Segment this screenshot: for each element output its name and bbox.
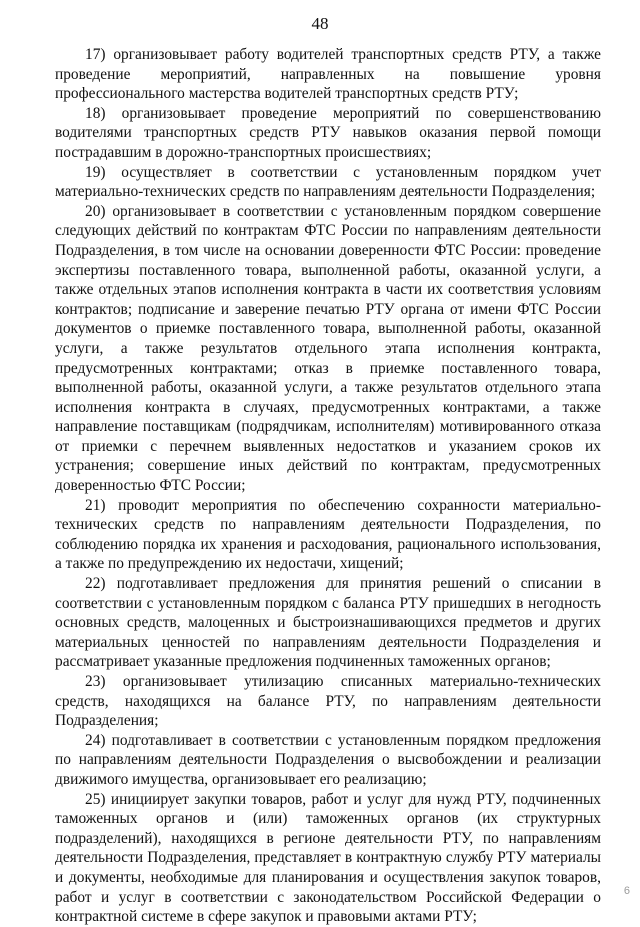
corner-mark: 6 [623, 885, 630, 897]
paragraph-item-17: 17) организовывает работу водителей транспортных средств РТУ, а также проведение мероприятий, направленных на повышение уровня профессионального мастерства водителей транспортных средств РТУ; [55, 46, 601, 103]
paragraph-item-20: 20) организовывает в соответствии с установленным порядком совершение следующих действий по контрактам ФТС России по направлениям деятельности Подразделения, в том числе на основании доверенности ФТС России: проведение экспертизы поставленного товара, выполненной работы, оказанной услуги, а также отдельных этапов исполнения контракта в части их соответствия условиям контрактов; подписание и заверение печатью РТУ органа от имени ФТС России документов о приемке поставленного товара, выполненной работы, оказанной услуги, а также результатов отдельного этапа исполнения контракта, предусмотренных контрактами; отказ в приемке поставленного товара, выполненной работы, оказанной услуги, а также результатов отдельного этапа исполнения контракта в случаях, предусмотренных контрактами, а также направление поставщикам (подрядчикам, исполнителям) мотивированного отказа от приемки с перечнем выявленных недостатков и указанием сроков их устранения; совершение иных действий по контрактам, предусмотренных доверенностью ФТС России; [55, 202, 601, 495]
paragraph-item-22: 22) подготавливает предложения для принятия решений о списании в соответствии с установленным порядком с баланса РТУ пришедших в негодность основных средств, малоценных и быстроизнашивающихся предметов и других материальных ценностей по направлениям деятельности Подразделения и рассматривает указанные предложения подчиненных таможенных органов; [55, 575, 601, 671]
paragraph-item-25: 25) инициирует закупки товаров, работ и услуг для нужд РТУ, подчиненных таможенных органов и (или) таможенных органов (их структурных подразделений), находящихся в регионе деятельности РТУ, по направлениям деятельности Подразделения, представляет в контрактную службу РТУ материалы и документы, необходимые для планирования и осуществления закупок товаров, работ и услуг в соответствии с законодательством Российской Федерации о контрактной системе в сфере закупок и правовыми актами РТУ; [55, 790, 601, 926]
document-body [55, 45, 601, 927]
paragraph-item-19: 19) осуществляет в соответствии с установленным порядком учет материально-технических средств по направлениям деятельности Подразделения; [55, 163, 601, 201]
paragraph-item-21: 21) проводит мероприятия по обеспечению сохранности материально-технических средств по направлениям деятельности Подразделения, по соблюдению порядка их хранения и расходования, рационального использования, а также по предупреждению их недостачи, хищений; [55, 496, 601, 573]
page-number: 48 [311, 14, 329, 33]
paragraph-item-18: 18) организовывает проведение мероприятий по совершенствованию водителями транспортных средств РТУ навыков оказания первой помощи пострадавшим в дорожно-транспортных происшествиях; [55, 104, 601, 161]
paragraph-item-23: 23) организовывает утилизацию списанных материально-технических средств, находящихся на балансе РТУ, по направлениям деятельности Подразделения; [55, 673, 601, 730]
paragraph-item-24: 24) подготавливает в соответствии с установленным порядком предложения по направлениям деятельности Подразделения о высвобождении и реализации движимого имущества, организовывает его реализацию; [55, 731, 601, 788]
